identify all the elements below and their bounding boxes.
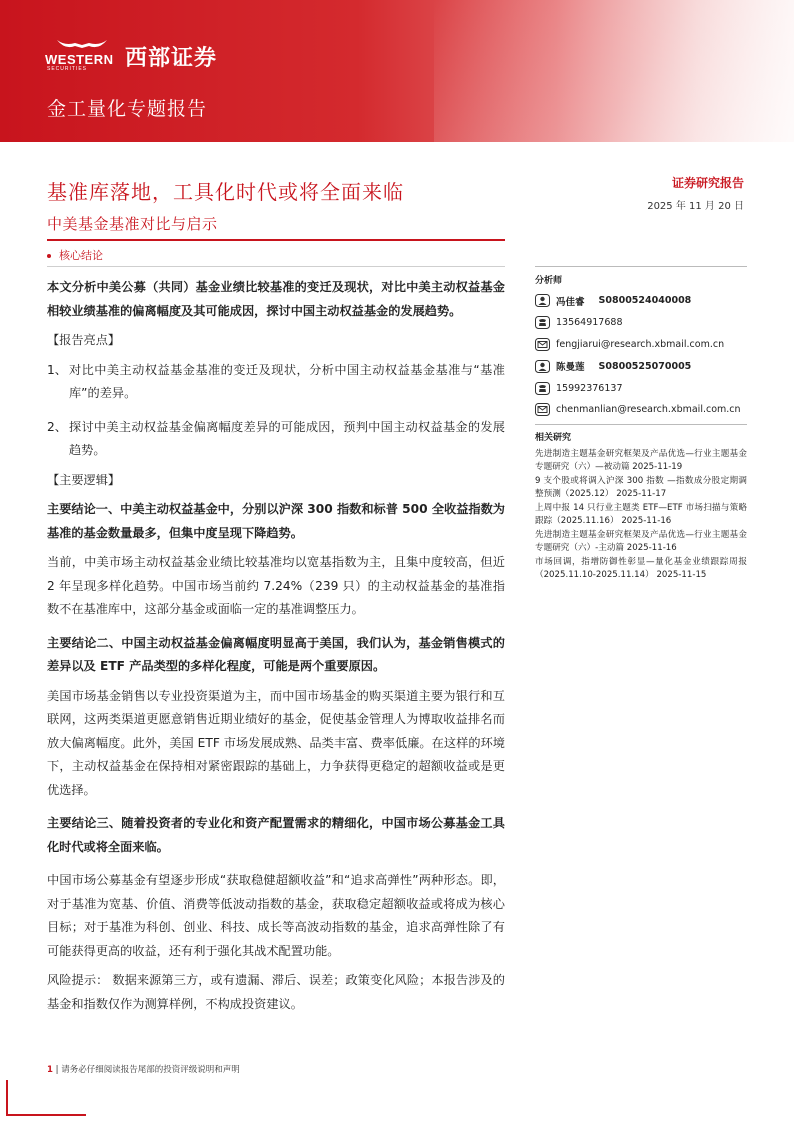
footer-separator: | (55, 1065, 59, 1075)
banner-decoration (434, 0, 794, 142)
analyst-email-row (535, 334, 747, 356)
section-heading (47, 247, 103, 263)
analyst-email[interactable]: fengjiarui@research.xbmail.com.cn (556, 338, 725, 350)
related-item[interactable] (535, 529, 747, 555)
conclusion-1-text: 当前，中美市场主动权益基金业绩比较基准均以宽基指数为主，且集中度较高，但近 2 年呈现多样化趋势。中国市场当前约 7.24%（239 只）的主动权益基金的基准指数不在基准库中，这部分基金或面临一定的基准调整压力。 (47, 555, 505, 616)
related-title[interactable]: 先进制造主题基金研究框架及产品优选—行业主题基金专题研究（六）-主动篇 (535, 530, 747, 553)
highlight-item (47, 416, 505, 463)
logo-english: WESTERN (45, 52, 114, 67)
intro-paragraph: 本文分析中美公募（共同）基金业绩比较基准的变迁及现状，对比中美主动权益基金相较业绩基准的偏离幅度及其可能成因，探讨中国主动权益基金的发展趋势。 (47, 280, 505, 318)
related-date: 2025-11-15 (656, 570, 707, 580)
footer-disclaimer: 请务必仔细阅读报告尾部的投资评级说明和声明 (61, 1065, 240, 1075)
report-type: 证券研究报告 (671, 176, 744, 190)
risk-warning: 风险提示： 数据来源第三方，或有遗漏、滞后、误差；政策变化风险；本报告涉及的基金和指数仅作为测算样例，不构成投资建议。 (47, 973, 505, 1011)
analyst-name-row (535, 355, 747, 377)
person-icon (535, 360, 550, 373)
panel-divider (535, 266, 747, 267)
conclusion-3-title: 主要结论三、随着投资者的专业化和资产配置需求的精细化，中国市场公募基金工具化时代或将全面来临。 (47, 816, 505, 854)
conclusion-1-title: 主要结论一、中美主动权益基金中，分别以沪深 300 指数和标普 500 全收益指数为基准的基金数量最多，但集中度呈现下降趋势。 (47, 502, 505, 540)
section-heading-label: 核心结论 (59, 249, 103, 262)
related-title[interactable]: 9 支个股或将调入沪深 300 指数 —指数成分股定期调整预测（2025.12） (535, 476, 747, 499)
related-item[interactable] (535, 448, 747, 474)
phone-icon (535, 382, 550, 395)
corner-mark (6, 1114, 86, 1116)
analyst-phone-row (535, 312, 747, 334)
report-series: 金工量化专题报告 (47, 98, 208, 120)
logic-heading: 【主要逻辑】 (47, 472, 121, 487)
related-item[interactable] (535, 556, 747, 582)
analyst-phone-row (535, 377, 747, 399)
analysts-heading: 分析师 (535, 276, 563, 286)
phone-icon (535, 316, 550, 329)
related-title[interactable]: 先进制造主题基金研究框架及产品优选—行业主题基金专题研究（六）—被动篇 (535, 449, 747, 472)
analyst-email[interactable]: chenmanlian@research.xbmail.com.cn (556, 404, 741, 416)
company-logo (45, 38, 217, 74)
title-divider (47, 239, 505, 241)
related-date: 2025-11-16 (626, 543, 677, 553)
analyst-name: 陈曼莲 (556, 362, 585, 374)
email-icon (535, 403, 550, 416)
bull-horns-icon (55, 38, 109, 52)
main-content (47, 276, 505, 1016)
panel-divider (535, 424, 747, 425)
section-divider (47, 266, 505, 267)
analyst-cert: S0800524040008 (598, 295, 692, 307)
analyst-panel (535, 266, 747, 421)
related-heading: 相关研究 (535, 433, 572, 443)
related-item[interactable] (535, 475, 747, 501)
analyst-name: 冯佳睿 (556, 296, 585, 308)
page-number: 1 (47, 1065, 53, 1075)
highlight-text: 对比中美主动权益基金基准的变迁及现状，分析中国主动权益基金基准与“基准库”的差异。 (69, 362, 505, 400)
highlight-number: 1、 (47, 362, 67, 377)
conclusion-2-text: 美国市场基金销售以专业投资渠道为主，而中国市场基金的购买渠道主要为银行和互联网，这两类渠道更愿意销售近期业绩好的基金，促使基金管理人为博取收益排名而放大偏离幅度。此外，美国 ETF 市场发展成熟、品类丰富、费率低廉。在这样的环境下，主动权益基金在保持相对紧密跟踪的基础上，力争获得更稳定的超额收益或是更优选择。 (47, 688, 505, 797)
related-date: 2025-11-19 (632, 462, 683, 472)
logo-chinese: 西部证券 (125, 45, 218, 71)
related-item[interactable] (535, 502, 747, 528)
related-title[interactable]: 上周中报 14 只行业主题类 ETF—ETF 市场扫描与策略跟踪（2025.11.16） (535, 503, 747, 526)
email-icon (535, 338, 550, 351)
related-title[interactable]: 市场回调，指增防御性彰显—量化基金业绩跟踪周报（2025.11.10-2025.11.14） (535, 557, 747, 580)
related-date: 2025-11-17 (616, 489, 667, 499)
analyst-cert: S0800525070005 (598, 360, 692, 372)
logo-mark (45, 38, 119, 74)
page-footer (47, 1063, 240, 1075)
report-date: 2025 年 11 月 20 日 (647, 201, 744, 212)
related-research (535, 424, 747, 583)
report-title: 基准库落地，工具化时代或将全面来临 (47, 180, 404, 204)
conclusion-2-title: 主要结论二、中国主动权益基金偏离幅度明显高于美国，我们认为，基金销售模式的差异以及 ETF 产品类型的多样化程度，可能是两个重要原因。 (47, 635, 505, 673)
highlight-item (47, 359, 505, 406)
analyst-phone: 13564917688 (556, 317, 623, 329)
related-date: 2025-11-16 (621, 516, 672, 526)
highlight-text: 探讨中美主动权益基金偏离幅度差异的可能成因，预判中国主动权益基金的发展趋势。 (69, 419, 505, 457)
conclusion-3-text: 中国市场公募基金有望逐步形成“获取稳健超额收益”和“追求高弹性”两种形态。即，对于基准为宽基、价值、消费等低波动指数的基金，获取稳定超额收益或将成为核心目标；对于基准为科创、创业、科技、成长等高波动指数的基金，追求高弹性除了有可能获得更高的收益，还有利于强化其战术配置功能。 (47, 873, 505, 958)
logo-english-sub: SECURITIES (47, 66, 88, 72)
corner-mark (6, 1080, 8, 1115)
person-icon (535, 294, 550, 307)
analyst-email-row (535, 399, 747, 421)
highlight-number: 2、 (47, 419, 67, 434)
bullet-icon (47, 254, 51, 258)
header-banner (0, 0, 794, 142)
highlights-heading: 【报告亮点】 (47, 333, 121, 347)
analyst-phone: 15992376137 (556, 382, 623, 394)
report-subtitle: 中美基金基准对比与启示 (47, 215, 218, 233)
analyst-name-row (535, 290, 747, 312)
